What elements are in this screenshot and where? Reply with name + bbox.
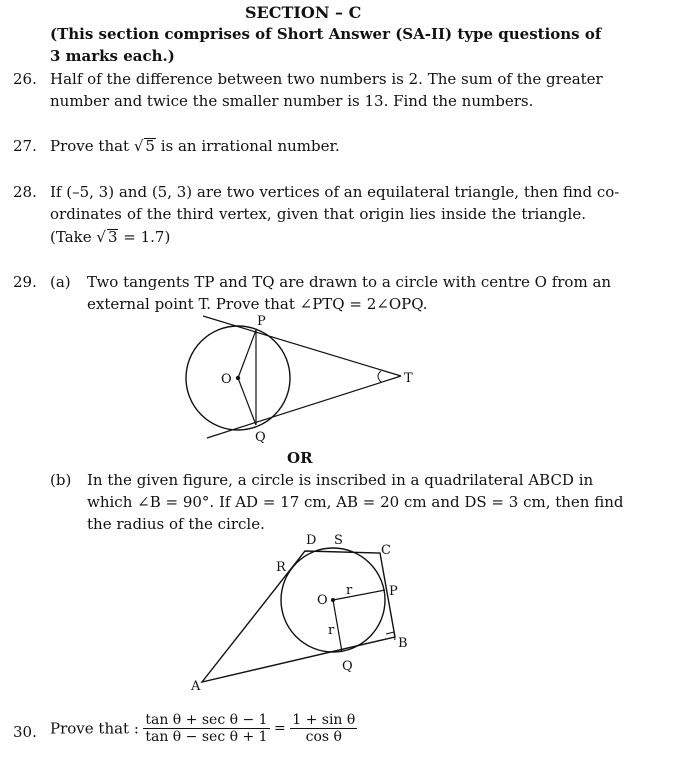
question-28-line1: If (–5, 3) and (5, 3) are two vertices of an equilateral triangle, then find co- — [50, 183, 620, 201]
centre-dot — [236, 376, 240, 380]
question-29a-line2: external point T. Prove that ∠PTQ = 2∠OPQ. — [87, 295, 428, 313]
tangent-tp — [203, 316, 401, 376]
question-29b-line3: the radius of the circle. — [87, 515, 265, 533]
question-number-30: 30. — [13, 723, 37, 741]
lhs-numerator: tan θ + sec θ − 1 — [145, 712, 268, 728]
label-radius-1: r — [346, 583, 353, 598]
question-number-29: 29. — [13, 273, 37, 291]
question-29b-line2: which ∠B = 90°. If AD = 17 cm, AB = 20 cm and DS = 3 cm, then find — [87, 493, 624, 511]
tangent-tq — [207, 376, 401, 438]
question-28-line2: ordinates of the third vertex, given that origin lies inside the triangle. — [50, 205, 586, 223]
label-b: B — [398, 636, 408, 651]
question-30-pre: Prove that : — [50, 719, 139, 738]
question-26-line1: Half of the difference between two numbers is 2. The sum of the greater — [50, 70, 603, 88]
label-c: C — [381, 543, 391, 558]
label-o: O — [221, 372, 232, 387]
tangent-circle-figure — [175, 310, 435, 450]
section-description-line1: (This section comprises of Short Answer (SA-II) type questions of — [50, 25, 602, 43]
rhs-numerator: 1 + sin θ — [292, 712, 356, 728]
lhs-fraction — [143, 712, 269, 745]
label-r: R — [276, 560, 286, 575]
rhs-fraction — [290, 712, 357, 745]
label-p: P — [389, 584, 398, 599]
angle-t-arc — [378, 371, 381, 382]
sqrt-symbol: √ — [96, 228, 106, 246]
part-b-label: (b) — [50, 471, 72, 489]
radius-op — [238, 330, 256, 378]
label-a: A — [191, 679, 201, 694]
label-o: O — [317, 593, 328, 608]
question-29b-line1: In the given figure, a circle is inscribed in a quadrilateral ABCD in — [87, 471, 594, 489]
label-d: D — [306, 533, 317, 548]
question-27-post: is an irrational number. — [155, 137, 340, 155]
question-26-line2: number and twice the smaller number is 13. Find the numbers. — [50, 92, 534, 110]
question-28-line3-pre: (Take — [50, 228, 97, 246]
question-number-27: 27. — [13, 137, 37, 155]
label-radius-2: r — [328, 623, 335, 638]
radius-op — [333, 590, 385, 600]
question-number-28: 28. — [13, 183, 37, 201]
section-title: SECTION – C — [245, 3, 362, 22]
question-27-text — [50, 137, 340, 155]
question-28-line3-post: = 1.7) — [118, 228, 171, 246]
part-a-label: (a) — [50, 273, 71, 291]
inscribed-circle-figure — [185, 530, 415, 695]
label-p: P — [257, 314, 266, 329]
question-29a-line1: Two tangents TP and TQ are drawn to a circle with centre O from an — [87, 273, 612, 291]
question-27-radicand: 5 — [145, 137, 155, 155]
centre-dot — [331, 598, 335, 602]
label-s: S — [334, 533, 343, 548]
label-t: T — [404, 371, 413, 386]
radius-oq — [333, 600, 342, 652]
question-28-line3 — [50, 228, 170, 246]
lhs-denominator: tan θ − sec θ + 1 — [145, 729, 268, 745]
radius-oq — [238, 378, 256, 425]
section-description-line2: 3 marks each.) — [50, 47, 175, 65]
equals-sign: = — [274, 720, 286, 737]
question-27-pre: Prove that — [50, 137, 134, 155]
label-q: Q — [342, 659, 353, 674]
rhs-denominator: cos θ — [305, 729, 342, 745]
label-q: Q — [255, 430, 266, 445]
quadrilateral-abcd — [202, 551, 395, 682]
or-separator: OR — [287, 449, 313, 467]
question-number-26: 26. — [13, 70, 37, 88]
question-28-radicand: 3 — [107, 228, 118, 246]
question-30-expression — [50, 712, 357, 745]
sqrt-symbol: √ — [133, 137, 144, 155]
